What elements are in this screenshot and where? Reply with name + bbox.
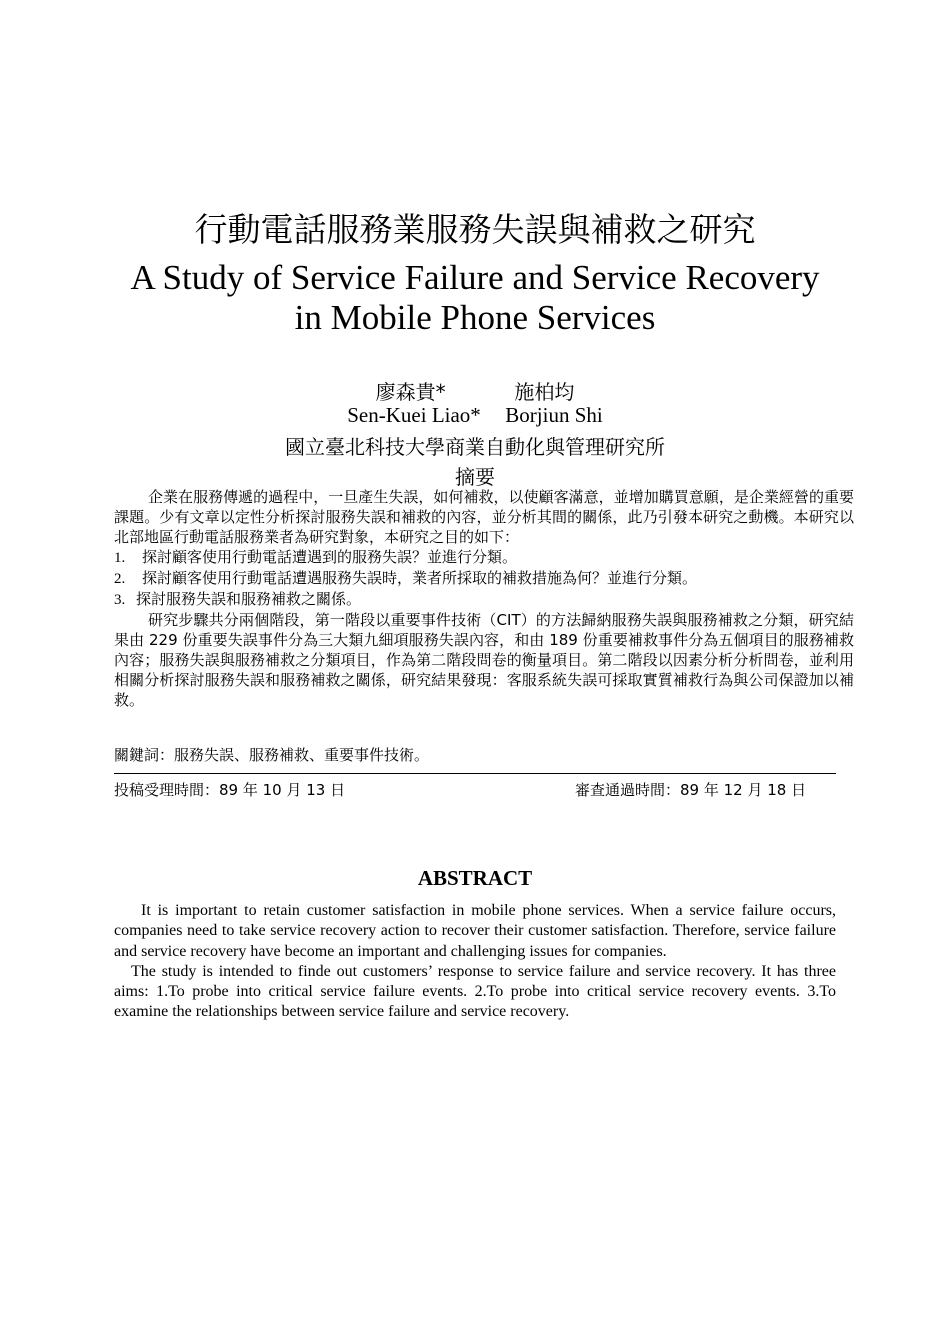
title-english-line1: A Study of Service Failure and Service Recovery — [130, 258, 820, 297]
abstract-zh-paragraph-1: 企業在服務傳遞的過程中，一旦產生失誤，如何補救，以使顧客滿意，並增加購買意願，是企業經營的重要課題。少有文章以定性分析探討服務失誤和補救的內容，並分析其間的關係，此乃引發本研究之動機。本研究以北部地區行動電話服務業者為研究對象，本研究之目的如下： — [114, 488, 854, 546]
abstract-zh-heading: 摘要 — [455, 465, 495, 489]
abstract-zh-paragraph-2: 研究步驟共分兩個階段，第一階段以重要事件技術（CIT）的方法歸納服務失誤與服務補救之分類，研究結果由 229 份重要失誤事件分為三大類九細項服務失誤內容，和由 189 份重要補救事件分為五個項目的服務補救內容；服務失誤與服務補救之分類項目，作為第二階段問卷的衡量項目。第二階段以因素分析分析問卷，並利用相關分析探討服務失誤和服務補救之關係，研究結果發現：客服系統失誤可採取實質補救行為與公司保證加以補救。 — [114, 611, 854, 709]
affiliation: 國立臺北科技大學商業自動化與管理研究所 — [285, 435, 665, 459]
title-chinese: 行動電話服務業服務失誤與補救之研究 — [194, 210, 756, 249]
abstract-zh-body — [114, 487, 854, 710]
abstract-en-paragraph-1: It is important to retain customer satisfaction in mobile phone services. When a service failure occurs, companies need to take service recovery action to recover their customer satisfaction. Therefore, service failure and service recovery have become an important and challenging issues for companies. — [114, 902, 836, 960]
author-1-chinese: 廖森貴* — [375, 380, 446, 404]
authors-english — [0, 403, 950, 428]
abstract-en-body — [114, 901, 836, 1023]
author-1-english: Sen-Kuei Liao* — [347, 403, 481, 427]
abstract-zh-aims-list — [114, 547, 854, 610]
aim-item-1: 1. 探討顧客使用行動電話遭遇到的服務失誤？並進行分類。 — [114, 548, 518, 566]
title-english-line2: in Mobile Phone Services — [294, 298, 656, 337]
received-date: 投稿受理時間：89 年 10 月 13 日 — [114, 781, 346, 799]
authors-chinese — [0, 376, 950, 405]
abstract-en-heading: ABSTRACT — [417, 866, 533, 890]
title-english — [0, 258, 950, 338]
accepted-date: 審查通過時間：89 年 12 月 18 日 — [575, 781, 807, 799]
author-2-english: Borjiun Shi — [505, 403, 603, 427]
author-2-chinese: 施柏均 — [514, 380, 575, 404]
abstract-en-paragraph-2: The study is intended to finde out customers’ response to service failure and service recovery. It has three aims: 1.To probe into critical service failure events. 2.To probe into critical service recovery events. 3.To examine the relationships between service failure and service recovery. — [114, 962, 836, 1021]
aim-item-2: 2. 探討顧客使用行動電話遭遇服務失誤時，業者所採取的補救措施為何？並進行分類。 — [114, 569, 698, 587]
keywords: 關鍵詞：服務失誤、服務補救、重要事件技術。 — [114, 746, 430, 764]
divider-line — [114, 773, 836, 774]
aim-item-3: 3. 探討服務失誤和服務補救之關係。 — [114, 590, 362, 608]
